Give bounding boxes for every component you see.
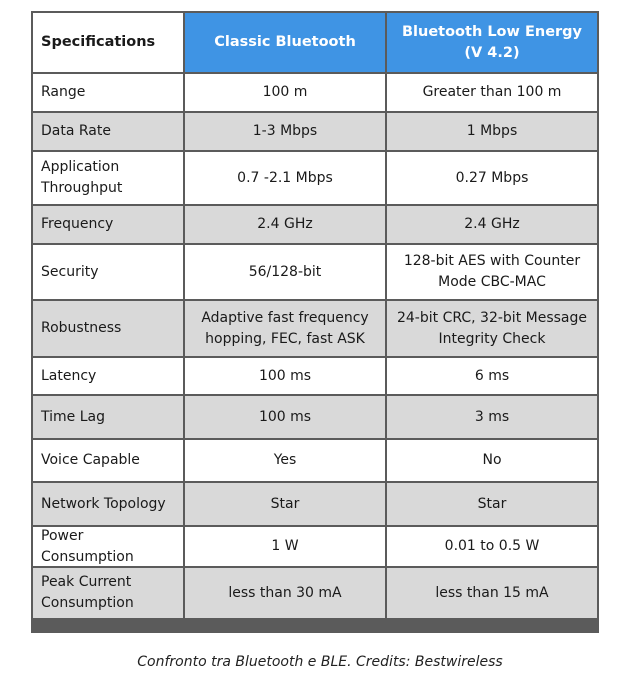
spec-label: Data Rate (33, 113, 183, 150)
spec-label: Network Topology (33, 483, 183, 525)
ble-value: 3 ms (387, 396, 597, 438)
ble-value: 128-bit AES with Counter Mode CBC-MAC (387, 245, 597, 299)
classic-value: less than 30 mA (185, 568, 385, 618)
classic-value: 56/128-bit (185, 245, 385, 299)
classic-value: 100 m (185, 74, 385, 111)
spec-label: Frequency (33, 206, 183, 243)
ble-value: No (387, 440, 597, 481)
spec-label: Range (33, 74, 183, 111)
classic-value: 100 ms (185, 396, 385, 438)
header-classic-bluetooth: Classic Bluetooth (185, 13, 385, 72)
spec-label: Robustness (33, 301, 183, 356)
ble-value: Greater than 100 m (387, 74, 597, 111)
spec-label: Voice Capable (33, 440, 183, 481)
spec-label: Security (33, 245, 183, 299)
classic-value: 1-3 Mbps (185, 113, 385, 150)
ble-value: 2.4 GHz (387, 206, 597, 243)
classic-value: 1 W (185, 527, 385, 566)
ble-value: 24-bit CRC, 32-bit Message Integrity Check (387, 301, 597, 356)
spec-label: Power Consumption (33, 527, 183, 566)
comparison-grid (33, 13, 597, 631)
classic-value: Adaptive fast frequency hopping, FEC, fast ASK (185, 301, 385, 356)
spec-label: Peak Current Consumption (33, 568, 183, 618)
ble-value: 6 ms (387, 358, 597, 394)
classic-value: Star (185, 483, 385, 525)
spec-label: Time Lag (33, 396, 183, 438)
classic-value: 0.7 -2.1 Mbps (185, 152, 385, 204)
spec-label: Latency (33, 358, 183, 394)
classic-value: 100 ms (185, 358, 385, 394)
figure-caption: Confronto tra Bluetooth e BLE. Credits: Bestwireless (137, 654, 503, 670)
spec-label: Application Throughput (33, 152, 183, 204)
header-bluetooth-low-energy: Bluetooth Low Energy (V 4.2) (387, 13, 597, 72)
ble-value: 0.27 Mbps (387, 152, 597, 204)
comparison-table (31, 11, 599, 633)
ble-value: less than 15 mA (387, 568, 597, 618)
header-specifications: Specifications (33, 13, 183, 72)
ble-value: 1 Mbps (387, 113, 597, 150)
classic-value: 2.4 GHz (185, 206, 385, 243)
ble-value: 0.01 to 0.5 W (387, 527, 597, 566)
ble-value: Star (387, 483, 597, 525)
classic-value: Yes (185, 440, 385, 481)
